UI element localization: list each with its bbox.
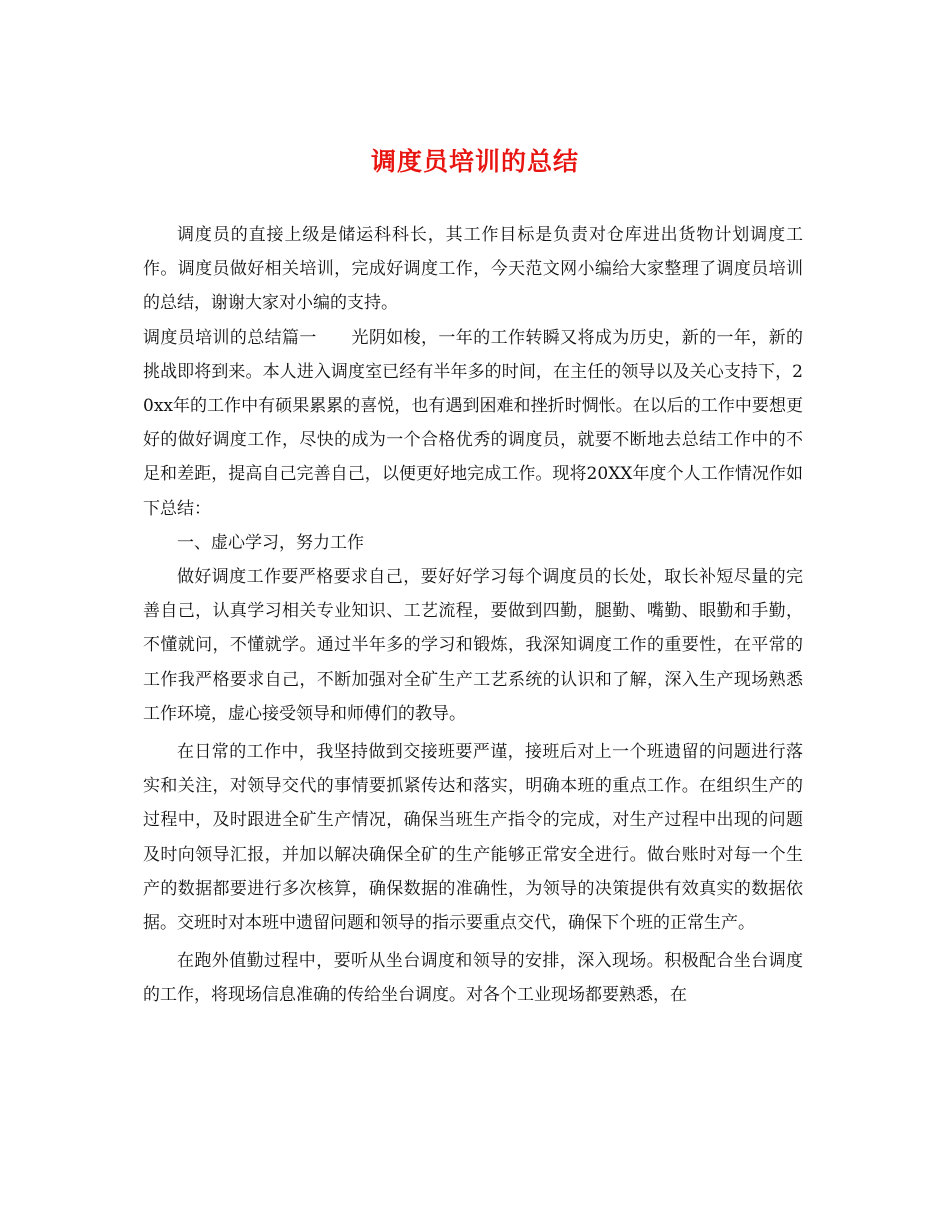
document-body	[143, 218, 803, 1013]
intro-paragraph: 调度员的直接上级是储运科科长，其工作目标是负责对仓库进出货物计划调度工作。调度员做好相关培训，完成好调度工作，今天范文网小编给大家整理了调度员培训的总结，谢谢大家对小编的支持。	[143, 225, 803, 314]
section-one-paragraph: 调度员培训的总结篇一 光阴如梭，一年的工作转瞬又将成为历史，新的一年，新的挑战即将到来。本人进入调度室已经有半年多的时间，在主任的领导以及关心支持下，20xx年的工作中有硕果累累的喜悦，也有遇到困难和挫折时惆怅。在以后的工作中要想更好的做好调度工作，尽快的成为一个合格优秀的调度员，就要不断地去总结工作中的不足和差距，提高自己完善自己，以便更好地完成工作。现将20XX年度个人工作情况作如下总结：	[143, 327, 803, 519]
study-paragraph: 做好调度工作要严格要求自己，要好好学习每个调度员的长处，取长补短尽量的完善自己，认真学习相关专业知识、工艺流程，要做到四勤，腿勤、嘴勤、眼勤和手勤，不懂就问，不懂就学。通过半年多的学习和锻炼，我深知调度工作的重要性，在平常的工作我严格要求自己，不断加强对全矿生产工艺系统的认识和了解，深入生产现场熟悉工作环境，虚心接受领导和师傅们的教导。	[143, 567, 803, 724]
document-title: 调度员培训的总结	[370, 147, 579, 176]
heading-paragraph: 一、虚心学习，努力工作	[177, 532, 364, 553]
daily-work-paragraph: 在日常的工作中，我坚持做到交接班要严谨，接班后对上一个班遗留的问题进行落实和关注，对领导交代的事情要抓紧传达和落实，明确本班的重点工作。在组织生产的过程中，及时跟进全矿生产情况，确保当班生产指令的完成，对生产过程中出现的问题及时向领导汇报，并加以解决确保全矿的生产能够正常安全进行。做台账时对每一个生产的数据都要进行多次核算，确保数据的准确性，为领导的决策提供有效真实的数据依据。交班时对本班中遗留问题和领导的指示要重点交代，确保下个班的正常生产。	[143, 742, 803, 934]
field-duty-paragraph: 在跑外值勤过程中，要听从坐台调度和领导的安排，深入现场。积极配合坐台调度的工作，将现场信息准确的传给坐台调度。对各个工业现场都要熟悉，在	[143, 951, 803, 1006]
